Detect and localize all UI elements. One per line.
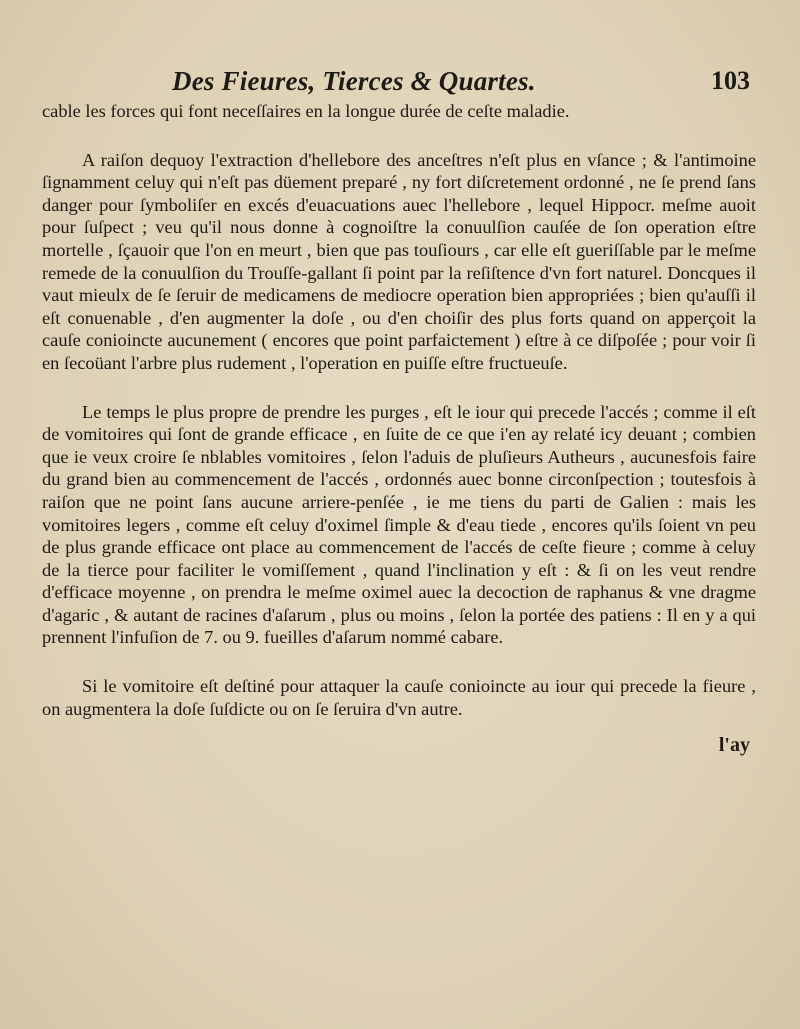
paragraph-gap (42, 123, 756, 149)
paragraph-temps-purges: Le temps le plus propre de prendre les purges , eſt le iour qui precede l'accés ; comme il eſt de vomitoires qui ſont de grande efficace , en ſuite de ce que i'en ay relaté icy deuant ; combien que ie veux croire ſe nblables vomitoires , ſelon l'aduis de pluſieurs Autheurs , aucunesfois faire du grand bien au commencement de l'accés , ordonnés auec bonne circonſpection ; toutesfois à raiſon que ne point ſans aucune arriere-penſée , ie me tiens du parti de Galien : mais les vomitoires legers , comme eſt celuy d'oximel ſimple & d'eau tiede , encores qu'ils ſoient vn peu de plus grande efficace ont place au commencement de l'accés de ceſte fieure ; comme à celuy de la tierce pour faciliter le vomiſſement , quand l'inclination y eſt : & ſi on les veut rendre d'efficace moyenne , on prendra le meſme oximel auec la decoction de raphanus & vne dragme d'agaric , & autant de racines d'aſarum , plus ou moins , ſelon la portée des patiens : Il en y a qui prennent l'infuſion de 7. ou 9. fueilles d'aſarum nommé cabare. (42, 401, 756, 648)
paragraph-vomitoire: Si le vomitoire eſt deſtiné pour attaquer la cauſe conioincte au iour qui precede la fieure , on augmentera la doſe ſuſdicte ou on ſe ſeruira d'vn autre. (42, 676, 756, 719)
paragraph-gap (42, 375, 756, 401)
catchword-row (42, 734, 756, 764)
running-title: Des Fieures, Tierces & Quartes. (172, 66, 536, 96)
page-number: 103 (711, 66, 750, 95)
catchword: l'ay (718, 734, 750, 757)
running-head (42, 66, 756, 100)
body-text (42, 100, 756, 720)
paragraph-continued: cable les forces qui font neceſſaires en la longue durée de ceſte maladie. (42, 101, 570, 121)
paragraph-extraction-hellebore: A raiſon dequoy l'extraction d'hellebore des anceſtres n'eſt plus en vſance ; & l'antimoine ſignamment celuy qui n'eſt pas düement preparé , ny fort diſcretement ordonné , ne ſe prend ſans danger pour ſymboliſer en excés d'euacuations auec l'hellebore , lequel Hippocr. meſme auoit pour ſuſpect ; veu qu'il nous donne à cognoiſtre la conuulſion cauſée de ſon operation eſtre mortelle , ſçauoir que l'on en meurt , bien que pas touſiours , car elle eſt gueriſſable par le meſme remede de la conuulſion du Trouſſe-gallant ſi point par la reſiſtence d'vn fort naturel. Doncques il vaut mieulx de ſe ſeruir de medicamens de mediocre operation bien appropriées ; bien qu'auſſi il eſt conuenable , d'en augmenter la doſe , ou d'en choiſir des plus forts quand on apperçoit la cauſe conioincte aucunement ( encores que point parfaictement ) eſtre à ce diſpoſée ; pour voir ſi en ſecoüant l'arbre plus rudement , l'operation en puiſſe eſtre fructueuſe. (42, 149, 756, 373)
paragraph-gap (42, 649, 756, 675)
